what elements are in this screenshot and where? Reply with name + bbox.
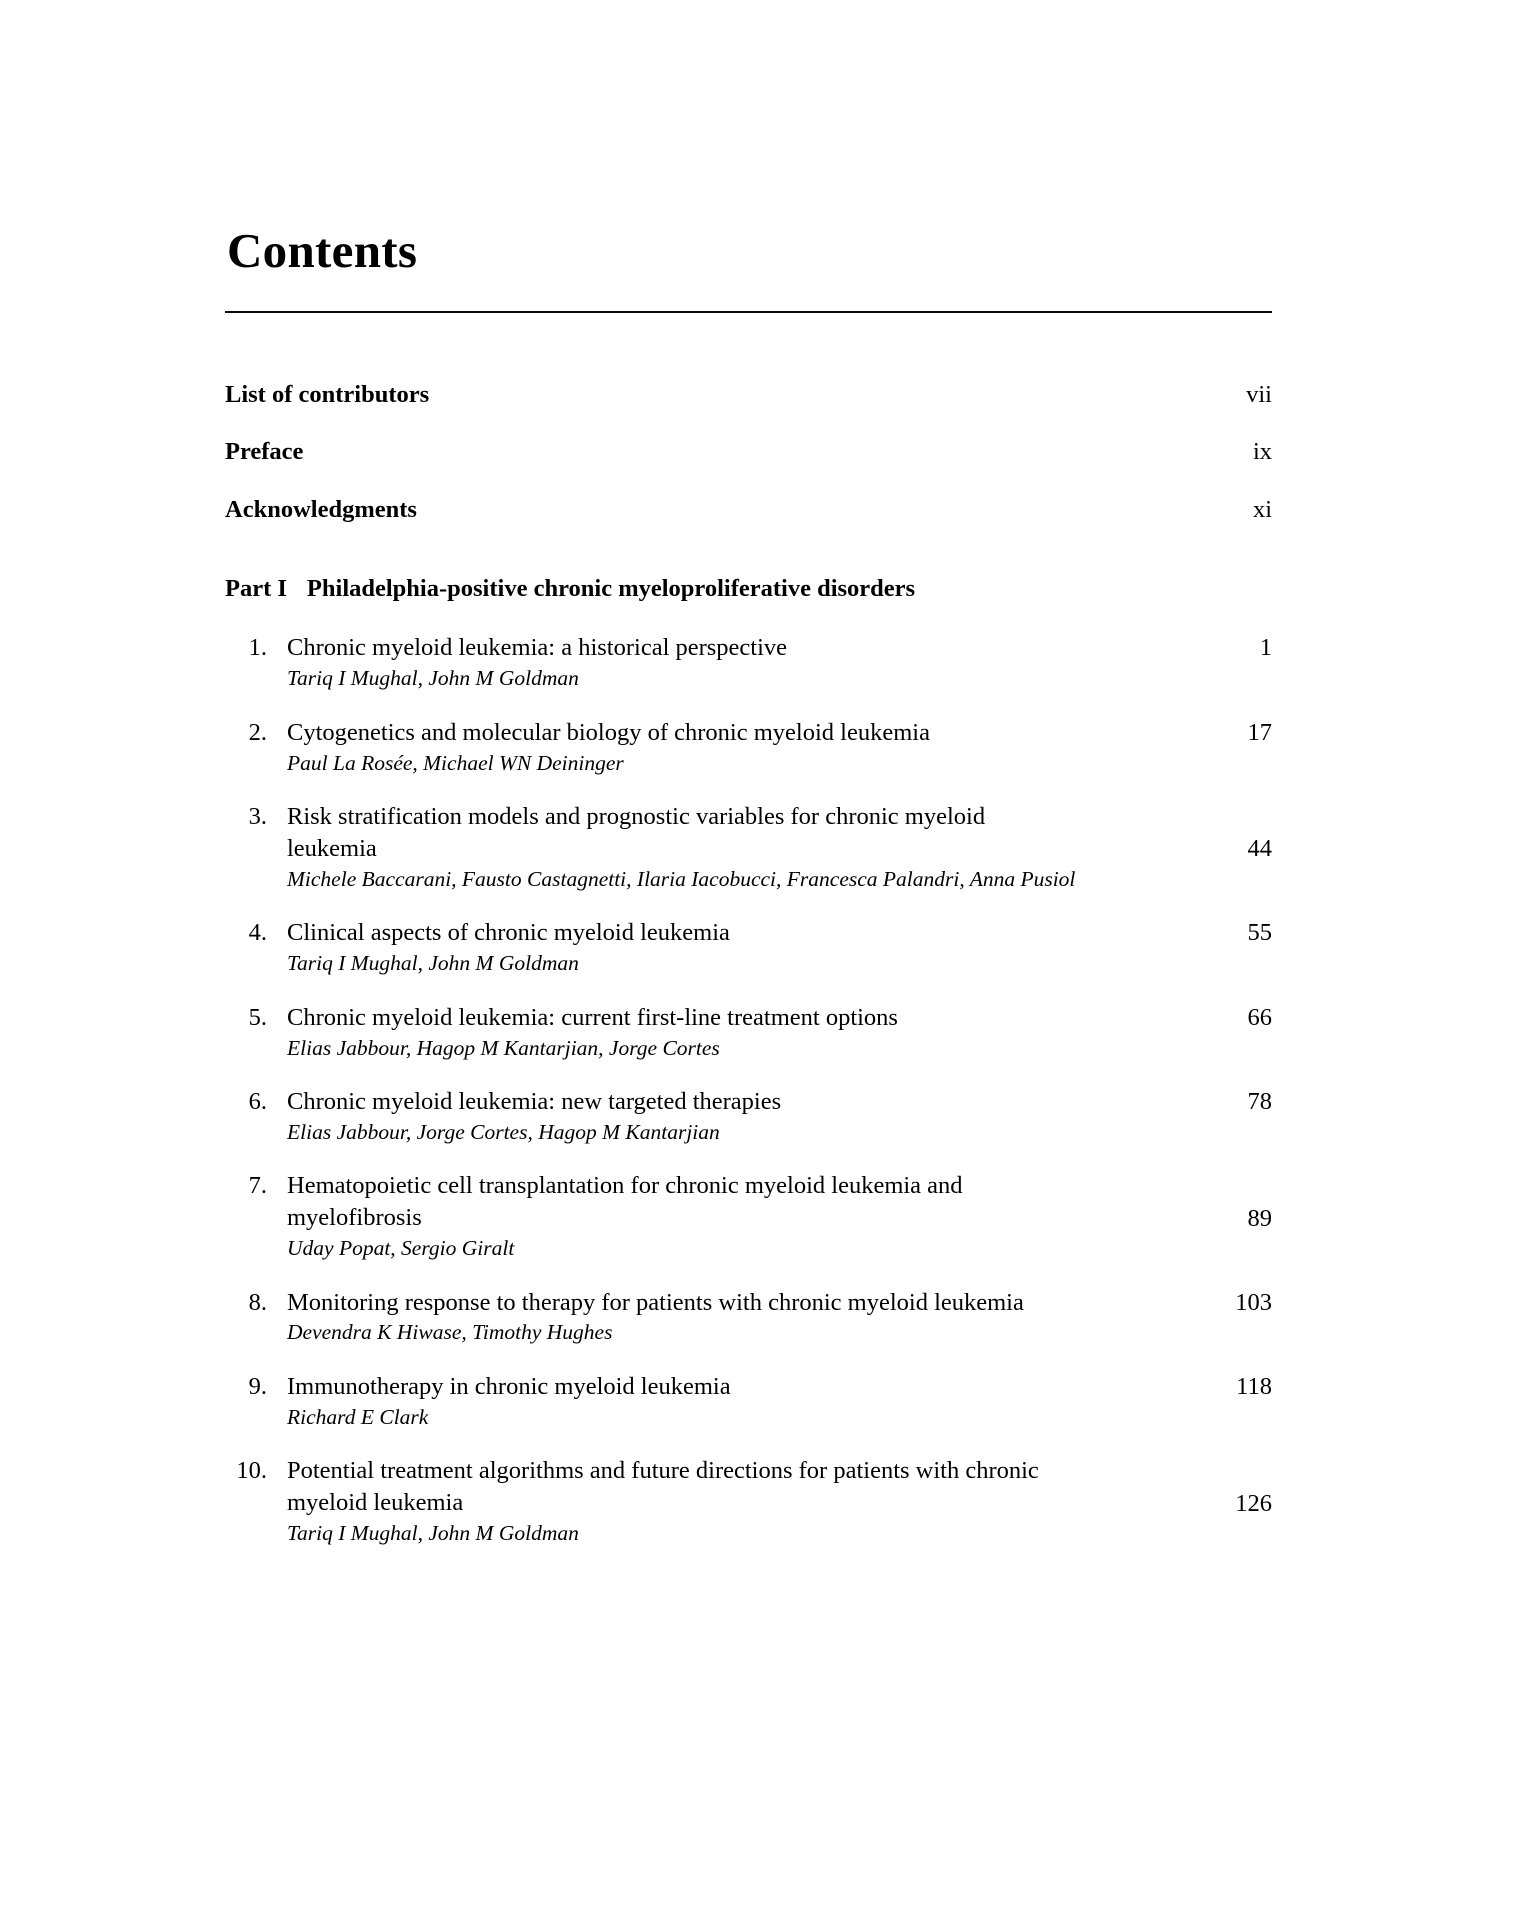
chapter-number: 10. [236, 1457, 267, 1485]
chapter-page-number: 126 [1235, 1489, 1272, 1517]
chapter-title-line [287, 917, 1272, 949]
chapter-number: 9. [248, 1373, 267, 1400]
chapter-title: Chronic myeloid leukemia: a historical perspective [287, 634, 788, 662]
chapter-body [287, 1287, 1272, 1347]
chapter-entry[interactable] [225, 1455, 1272, 1547]
front-matter-label: Preface [225, 438, 304, 466]
chapter-entry[interactable] [225, 1002, 1272, 1062]
toc-content [225, 223, 1272, 1548]
chapter-title-line [287, 1002, 1272, 1034]
chapter-title-line [287, 632, 1272, 664]
chapter-body [287, 1002, 1272, 1062]
chapter-title: Chronic myeloid leukemia: current first-line treatment options [287, 1003, 898, 1031]
chapter-body [287, 1371, 1272, 1431]
part-heading [225, 573, 1272, 604]
chapter-body [287, 1170, 1272, 1262]
chapter-number: 8. [248, 1288, 267, 1316]
chapter-authors: Elias Jabbour, Jorge Cortes, Hagop M Kantarjian [287, 1119, 720, 1144]
chapter-title: Cytogenetics and molecular biology of chronic myeloid leukemia [287, 718, 930, 746]
chapter-authors: Tariq I Mughal, John M Goldman [287, 951, 579, 976]
chapter-entry[interactable] [225, 801, 1272, 893]
chapter-page-number: 66 [1247, 1003, 1272, 1031]
chapter-page-number: 78 [1247, 1088, 1272, 1116]
chapter-title: Clinical aspects of chronic myeloid leukemia [287, 919, 730, 947]
chapter-title: Potential treatment algorithms and future directions for patients with chronic myeloid leukemia [287, 1457, 1039, 1517]
chapter-number: 2. [248, 718, 267, 746]
front-matter-entry[interactable] [225, 379, 1272, 410]
chapter-number: 3. [248, 803, 267, 831]
chapter-title: Immunotherapy in chronic myeloid leukemia [287, 1373, 731, 1400]
chapter-body [287, 632, 1272, 692]
chapter-entry[interactable] [225, 1371, 1272, 1431]
chapter-page-number: 118 [1236, 1373, 1272, 1400]
chapter-title-line [287, 1287, 1272, 1319]
chapter-page-number: 1 [1259, 634, 1272, 662]
page-title: Contents [227, 223, 418, 278]
chapter-page-number: 17 [1247, 718, 1272, 746]
chapter-number: 4. [248, 919, 267, 947]
chapter-page-number: 55 [1247, 919, 1272, 947]
chapter-authors: Michele Baccarani, Fausto Castagnetti, Ilaria Iacobucci, Francesca Palandri, Anna Pusiol [287, 866, 1076, 891]
part-title: Philadelphia-positive chronic myeloproliferative disorders [306, 575, 916, 603]
front-matter-label: List of contributors [225, 381, 430, 408]
chapter-authors: Paul La Rosée, Michael WN Deininger [287, 750, 624, 775]
chapter-entry[interactable] [225, 717, 1272, 777]
front-matter-page-number: xi [1252, 495, 1272, 523]
chapter-title: Risk stratification models and prognostic variables for chronic myeloid leukemia [287, 803, 986, 862]
chapter-title-line [287, 1170, 1272, 1234]
chapter-authors: Uday Popat, Sergio Giralt [287, 1236, 515, 1261]
front-matter-page-number: vii [1246, 381, 1272, 408]
chapter-number: 1. [248, 634, 267, 662]
front-matter-page-number: ix [1252, 438, 1272, 466]
chapter-authors: Tariq I Mughal, John M Goldman [287, 1521, 579, 1546]
chapter-body [287, 917, 1272, 977]
chapter-title: Chronic myeloid leukemia: new targeted therapies [287, 1088, 782, 1116]
chapter-number: 5. [248, 1003, 267, 1031]
chapter-body [287, 801, 1272, 893]
title-divider [225, 311, 1272, 313]
chapter-title-line [287, 801, 1272, 865]
chapter-title-line [287, 1455, 1272, 1519]
chapter-authors: Tariq I Mughal, John M Goldman [287, 666, 579, 691]
chapter-title-line [287, 717, 1272, 749]
front-matter-entry[interactable] [225, 436, 1272, 467]
chapter-title-line [287, 1086, 1272, 1118]
chapter-page-number: 103 [1235, 1289, 1272, 1317]
chapter-entry[interactable] [225, 1170, 1272, 1262]
chapter-body [287, 1455, 1272, 1547]
chapter-page-number: 44 [1247, 835, 1272, 863]
front-matter-list [225, 379, 1272, 525]
chapter-entry[interactable] [225, 917, 1272, 977]
chapter-authors: Devendra K Hiwase, Timothy Hughes [287, 1320, 613, 1345]
chapter-title: Hematopoietic cell transplantation for chronic myeloid leukemia and myelofibrosis [287, 1172, 963, 1232]
chapter-number: 6. [248, 1088, 267, 1116]
chapter-page-number: 89 [1247, 1204, 1272, 1232]
chapter-title: Monitoring response to therapy for patients with chronic myeloid leukemia [287, 1288, 1024, 1316]
chapter-authors: Elias Jabbour, Hagop M Kantarjian, Jorge Cortes [287, 1035, 720, 1060]
front-matter-entry[interactable] [225, 494, 1272, 525]
chapter-entry[interactable] [225, 632, 1272, 692]
chapter-body [287, 717, 1272, 777]
chapter-title-line [287, 1371, 1272, 1403]
chapter-entry[interactable] [225, 1086, 1272, 1146]
part-label: Part I [225, 575, 287, 603]
chapter-body [287, 1086, 1272, 1146]
chapter-entry[interactable] [225, 1287, 1272, 1347]
chapter-authors: Richard E Clark [287, 1404, 429, 1429]
front-matter-label: Acknowledgments [225, 495, 417, 523]
chapter-list [225, 632, 1272, 1547]
chapter-number: 7. [248, 1172, 267, 1200]
